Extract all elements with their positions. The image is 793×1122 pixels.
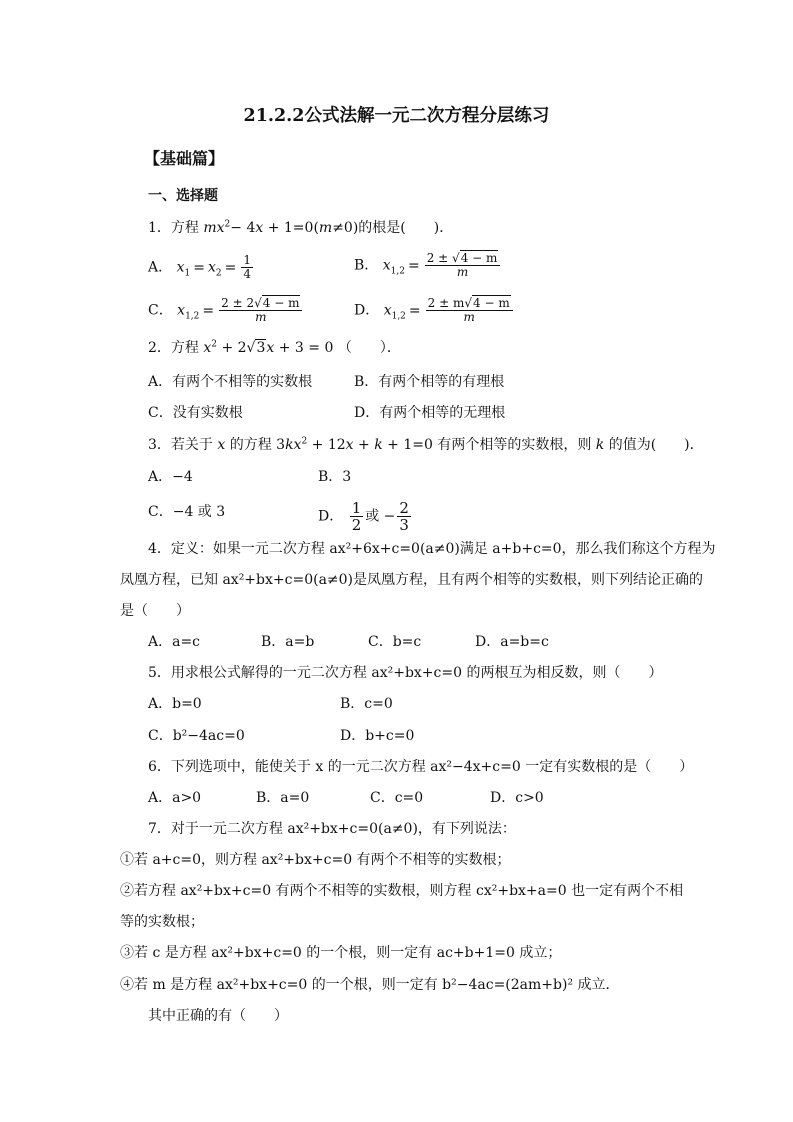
- question-2-option-b: B．有两个相等的有理根: [354, 374, 505, 390]
- question-7-ending: 其中正确的有（ ）: [148, 1008, 288, 1024]
- question-1-option-a: A． $x_1 = x_2$ = $\frac{1}{4}$: [148, 253, 251, 281]
- question-4-option-b: B．a=b: [261, 634, 315, 650]
- question-3-option-a: A．−4: [148, 469, 193, 485]
- question-4-line-1: 4．定义：如果一元二次方程 ax²+6x+c=0(a≠0)满足 a+b+c=0，那么我们称这个方程为: [148, 541, 716, 557]
- question-5-option-b: B．c=0: [340, 696, 393, 712]
- question-7-statement-1: ①若 a+c=0，则方程 ax²+bx+c=0 有两个不相等的实数根；: [120, 852, 511, 868]
- question-5-option-c: C．b²−4ac=0: [148, 728, 245, 744]
- question-5-option-a: A．b=0: [148, 696, 202, 712]
- question-6-option-c: C．c=0: [370, 790, 424, 806]
- question-7-statement-2-line-2: 等的实数根；: [120, 914, 204, 930]
- question-5-stem: 5．用求根公式解得的一元二次方程 ax²+bx+c=0 的两根互为相反数，则（ ）: [148, 665, 663, 681]
- question-2-option-d: D．有两个相等的无理根: [354, 405, 506, 421]
- question-6-stem: 6．下列选项中，能使关于 x 的一元二次方程 ax²−4x+c=0 一定有实数根的是（ ）: [148, 759, 694, 775]
- question-6-option-b: B．a=0: [256, 790, 310, 806]
- question-2-option-c: C．没有实数根: [148, 405, 243, 421]
- question-6-option-d: D．c>0: [490, 790, 544, 806]
- question-7-statement-4: ④若 m 是方程 ax²+bx+c=0 的一个根，则一定有 b²−4ac=(2am+b)² 成立．: [120, 977, 620, 993]
- question-1-option-c: C． $x_{1,2}$ = $\frac{2 \pm 2√4 - m}{m}$: [148, 297, 304, 324]
- question-1-option-b: B． $x_{1,2}$ = $\frac{2 \pm √4 - m}{m}$: [354, 252, 502, 279]
- question-1-option-d: D． $x_{1,2}$ = $\frac{2 \pm m√4 - m}{m}$: [354, 297, 515, 324]
- question-4-option-d: D．a=b=c: [475, 634, 549, 650]
- question-3-stem: 3．若关于 x 的方程 $3kx^2 + 12x + k + 1=0$ 有两个相等的实数根，则 k 的值为( )．: [148, 436, 704, 453]
- question-1-stem: 1．方程 $mx^2- 4x + 1=0(m\ne 0)$的根是( )．: [148, 219, 454, 236]
- question-4-line-3: 是（ ）: [120, 603, 190, 619]
- question-2-stem: 2．方程 $x^2 + 2√3x + 3 = 0$ （ ）．: [148, 339, 401, 356]
- question-3-option-b: B．3: [318, 469, 352, 485]
- question-4-line-2: 凤凰方程，已知 ax²+bx+c=0(a≠0)是凤凰方程，且有两个相等的实数根，则下列结论正确的: [120, 572, 704, 588]
- section-heading: 【基础篇】: [144, 149, 225, 168]
- question-3-option-c: C．−4 或 3: [148, 504, 226, 520]
- question-5-option-d: D．b+c=0: [340, 728, 415, 744]
- question-3-option-d: D． $\frac{1}{2}$ 或 − $\frac{2}{3}$: [318, 499, 409, 534]
- question-4-option-c: C．b=c: [368, 634, 422, 650]
- subsection-heading: 一、选择题: [148, 188, 218, 204]
- question-7-statement-2-line-1: ②若方程 ax²+bx+c=0 有两个不相等的实数根，则方程 cx²+bx+a=0 也一定有两个不相: [120, 883, 684, 899]
- question-7-stem: 7．对于一元二次方程 ax²+bx+c=0(a≠0)，有下列说法：: [148, 821, 516, 837]
- question-7-statement-3: ③若 c 是方程 ax²+bx+c=0 的一个根，则一定有 ac+b+1=0 成立；: [120, 945, 562, 961]
- question-6-option-a: A．a>0: [148, 790, 202, 806]
- page-title: 21.2.2公式法解一元二次方程分层练习: [243, 106, 550, 126]
- question-2-option-a: A．有两个不相等的实数根: [148, 374, 313, 390]
- question-4-option-a: A．a=c: [148, 634, 201, 650]
